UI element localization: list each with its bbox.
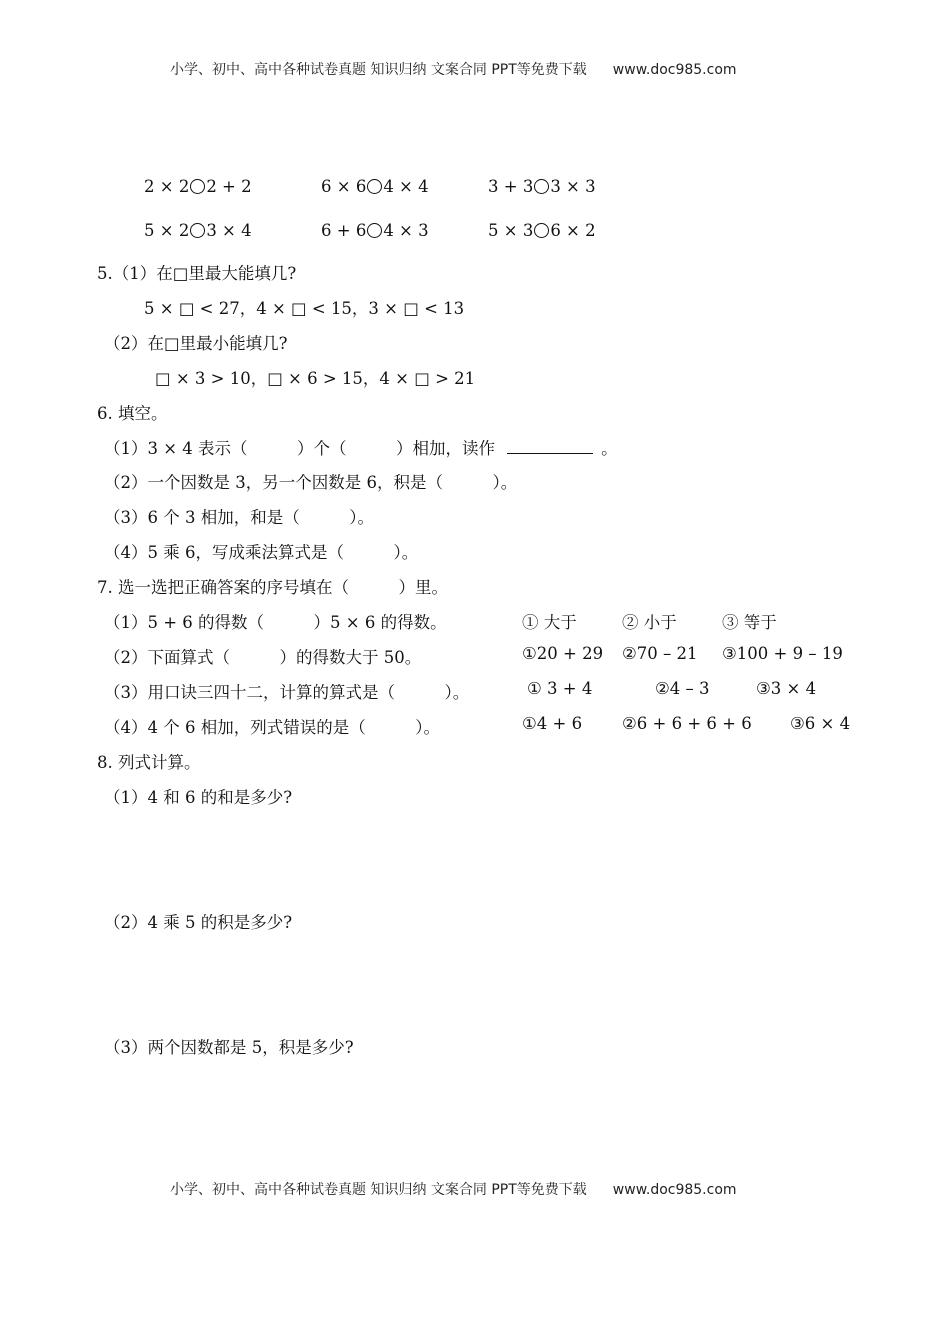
q7-question: （2）下面算式（ ）的得数大于 50。 xyxy=(104,648,422,667)
q7-question: （3）用口诀三四十二，计算的算式是（ ）。 xyxy=(104,683,470,702)
q6-item4: （4）5 乘 6，写成乘法算式是（ ）。 xyxy=(104,543,419,562)
q7-option[interactable]: ②70 – 21 xyxy=(622,644,698,663)
compare-circle[interactable] xyxy=(190,179,205,194)
compare-item: 6 + 6 4 × 3 xyxy=(321,221,429,240)
q7-option[interactable]: ① 3 + 4 xyxy=(527,679,593,698)
q7-option[interactable]: ③3 × 4 xyxy=(756,679,817,698)
compare-circle[interactable] xyxy=(367,179,382,194)
q7-option[interactable]: ① 大于 xyxy=(522,613,577,632)
q7-question: （1）5 + 6 的得数（ ）5 × 6 的得数。 xyxy=(104,613,447,632)
compare-item: 3 + 3 3 × 3 xyxy=(488,177,596,196)
q7-question: （4）4 个 6 相加，列式错误的是（ ）。 xyxy=(104,718,440,737)
q7-option[interactable]: ①4 + 6 xyxy=(522,714,583,733)
footer-title: 小学、初中、高中各种试卷真题 知识归纳 文案合同 PPT等免费下载 xyxy=(170,1182,587,1198)
q8-item: （2）4 乘 5 的积是多少? xyxy=(104,913,293,932)
q6-item2: （2）一个因数是 3，另一个因数是 6，积是（ ）。 xyxy=(104,473,518,492)
q6-item1: （1）3 × 4 表示（ ）个（ ）相加，读作 。 xyxy=(104,439,618,458)
q7-option[interactable]: ②6 + 6 + 6 + 6 xyxy=(622,714,752,733)
compare-item: 5 × 3 6 × 2 xyxy=(488,221,596,240)
q8-item: （1）4 和 6 的和是多少? xyxy=(104,788,293,807)
compare-circle[interactable] xyxy=(190,223,205,238)
q7-option[interactable]: ②4 – 3 xyxy=(655,679,710,698)
q5-sub2: （2）在□里最小能填几? xyxy=(104,334,288,353)
header-url: www.doc985.com xyxy=(612,62,737,78)
compare-circle[interactable] xyxy=(367,223,382,238)
q5-line2: □ × 3 > 10，□ × 6 > 15，4 × □ > 21 xyxy=(155,369,476,388)
q6-title: 6. 填空。 xyxy=(97,404,168,423)
compare-item: 5 × 2 3 × 4 xyxy=(144,221,252,240)
compare-item: 2 × 2 2 + 2 xyxy=(144,177,252,196)
header-title: 小学、初中、高中各种试卷真题 知识归纳 文案合同 PPT等免费下载 xyxy=(170,62,587,78)
q7-option[interactable]: ② 小于 xyxy=(622,613,677,632)
q8-title: 8. 列式计算。 xyxy=(97,753,201,772)
q6-item3: （3）6 个 3 相加，和是（ ）。 xyxy=(104,508,374,527)
footer-url: www.doc985.com xyxy=(612,1182,737,1198)
q7-title: 7. 选一选把正确答案的序号填在（ ）里。 xyxy=(97,578,448,597)
q8-item: （3）两个因数都是 5，积是多少? xyxy=(104,1038,354,1057)
compare-circle[interactable] xyxy=(534,179,549,194)
q7-option[interactable]: ③100 + 9 – 19 xyxy=(722,644,843,663)
compare-item: 6 × 6 4 × 4 xyxy=(321,177,429,196)
q7-option[interactable]: ③6 × 4 xyxy=(790,714,851,733)
compare-circle[interactable] xyxy=(534,223,549,238)
q7-option[interactable]: ①20 + 29 xyxy=(522,644,604,663)
q7-option[interactable]: ③ 等于 xyxy=(722,613,777,632)
q5-title: 5.（1）在□里最大能填几? xyxy=(97,264,297,283)
page-footer xyxy=(170,1179,737,1199)
page-header xyxy=(170,59,737,79)
answer-blank-line[interactable] xyxy=(507,439,593,454)
q5-line1: 5 × □ < 27，4 × □ < 15，3 × □ < 13 xyxy=(144,299,465,318)
